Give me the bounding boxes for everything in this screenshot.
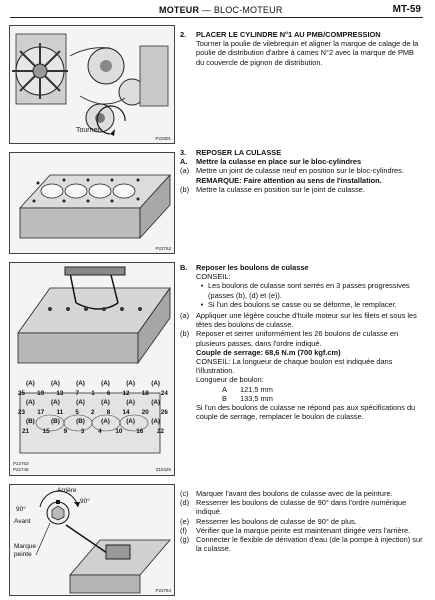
step-title: PLACER LE CYLINDRE N°1 AU PMB/COMPRESSION [196, 30, 381, 39]
step-title: REPOSER LA CULASSE [196, 148, 282, 157]
substep-title: Reposer les boulons de culasse [196, 263, 309, 272]
label-90-left: 90° [16, 506, 26, 513]
figure-label-tourner: Tourner [76, 127, 100, 134]
substep-title: Mettre la culasse en place sur le bloc-cylindres [196, 157, 362, 167]
substep: (f) Vérifier que la marque peinte est maintenant dirigée vers l'arrière. [180, 525, 411, 535]
figure-head-bolt-sequence [9, 262, 175, 476]
label-avant: Avant [14, 518, 31, 525]
conseil-text: CONSEIL: La longueur de chaque boulon est indiquée dans l'illustration. [196, 357, 393, 376]
label-90-right: 90° [80, 498, 90, 505]
cylinder-block-drawing [10, 153, 174, 253]
length-title: Longueur de boulon: [196, 375, 264, 385]
cylinder-head-drawing [10, 263, 174, 475]
substep-text: Mettre la culasse en position sur le joint de culasse. [196, 184, 365, 194]
header-subsection: BLOC-MOTEUR [213, 5, 283, 15]
step-number: 3. [180, 148, 187, 157]
page-header [0, 0, 435, 22]
figure-painted-mark [9, 484, 175, 596]
figure-crankshaft-pulley [9, 25, 175, 144]
header-section: MOTEUR [159, 5, 200, 15]
substep-text: Appliquer une légère couche d'huile moteur sur les filets et sous les têtes des boulons de culasse. [196, 311, 417, 330]
step-2 [180, 30, 424, 67]
remark: REMARQUE: Faire attention au sens de l'installation. [196, 175, 382, 185]
conseil-label: CONSEIL: [196, 272, 231, 282]
bolt-row: (A) (A) (A) (A) (A) (A) [26, 399, 160, 406]
note-text: Si l'un des boulons de culasse ne répond pas aux spécifications du couple de serrage, remplacer le boulon de culasse. [196, 403, 416, 422]
figure-code: P22763 [13, 461, 29, 466]
bullet-item: • Les boulons de culasse sont serrés en 3 passes progressives (passes (b), (d) et (e)). [200, 281, 410, 300]
figure-head-gasket [9, 152, 175, 254]
length-row: A 121,5 mm [222, 384, 273, 394]
bullet-item: • Si l'un des boulons se casse ou se déforme, le remplacer. [200, 299, 397, 309]
figure-code: P22764 [155, 588, 171, 593]
bolt-row: 23 17 11 5 2 8 14 20 26 [18, 408, 168, 416]
substep: (c) Marquer l'avant des boulons de culasse avec de la peinture. [180, 489, 393, 498]
step-3: 3. REPOSER LA CULASSE A. Mettre la culasse en place sur le bloc-cylindres (a) Mettre un joint de culasse neuf en position sur le bloc-cylindres. REMARQUE: Faire attention au sens de l'installation. (b) Mettre la culasse en position sur le joint de culasse. [180, 148, 424, 194]
page-number: MT-59 [392, 4, 421, 15]
step-number: 2. [180, 30, 187, 39]
header-separator: — [201, 5, 212, 15]
torque-spec: Couple de serrage: 68,6 N.m (700 kgf.cm) [196, 347, 341, 357]
steps-c-to-g [180, 489, 424, 553]
substep-text: Reposer et serrer uniformément les 26 boulons de culasse en plusieurs passes, dans l'ordre indiqué. [196, 329, 399, 348]
figure-code: P22748 [13, 467, 29, 472]
bolt-sequence-labels [18, 379, 168, 436]
step-body: Tourner la poulie de vilebrequin et aligner la marque de calage de la poulie de distribution d'arbre à cames N°2 avec la marque de PMB du couvercle de pignon de distribution. [196, 39, 419, 67]
figure-code: P22762 [155, 246, 171, 251]
substep: (g) Connecter le flexible de dérivation d'eau (de la pompe à injection) sur la culasse. [180, 535, 423, 554]
step-b: B. Reposer les boulons de culasse CONSEIL: • Les boulons de culasse sont serrés en 3 passes progressives (passes (b), (d) et (e)). • Si l'un des boulons se casse ou se déforme, le remplacer. (a) Appliquer une légère couche d'huile moteur sur les filets et sous les têtes des boulons de culasse. (b) Reposer et serrer uniformément les 26 boulons de culasse en plusieurs passes, dans l'ordre indiqué. Couple de serrage: 68,6 N.m (700 kgf.cm) CONSEIL: La longueur de chaque boulon est indiquée dans l'illustration. Longueur de boulon: A 121,5 mm B 133,5 mm Si l'un des boulons de culasse ne répond pas aux spécifications du couple de serrage, remplacer le boulon de culasse. [180, 263, 424, 421]
bolt-row: 25 19 13 7 1 6 12 18 24 [18, 389, 168, 397]
substep: (d) Resserrer les boulons de culasse de 90° dans l'ordre numérique indiqué. [180, 498, 407, 517]
length-row: B 133,5 mm [222, 393, 273, 403]
engine-front-drawing [10, 26, 174, 143]
label-marque-peinte: Marque peinte [14, 543, 37, 558]
header-title [159, 5, 283, 15]
bolt-rotation-drawing [10, 485, 174, 595]
substep: (e) Resserrer les boulons de culasse de 90° de plus. [180, 516, 357, 526]
figure-code: Z15326 [155, 467, 171, 472]
bolt-row: 21 15 9 3 4 10 16 22 [22, 427, 164, 435]
label-arriere: Arrière [57, 487, 77, 494]
bolt-row: (A) (A) (A) (A) (A) (A) [26, 380, 160, 387]
header-rule [10, 17, 423, 18]
figure-code: P22801 [155, 136, 171, 141]
bolt-row: (B) (B) (B) (A) (A) (A) [26, 418, 160, 425]
substep-text: Mettre un joint de culasse neuf en position sur le bloc-cylindres. [196, 166, 404, 176]
